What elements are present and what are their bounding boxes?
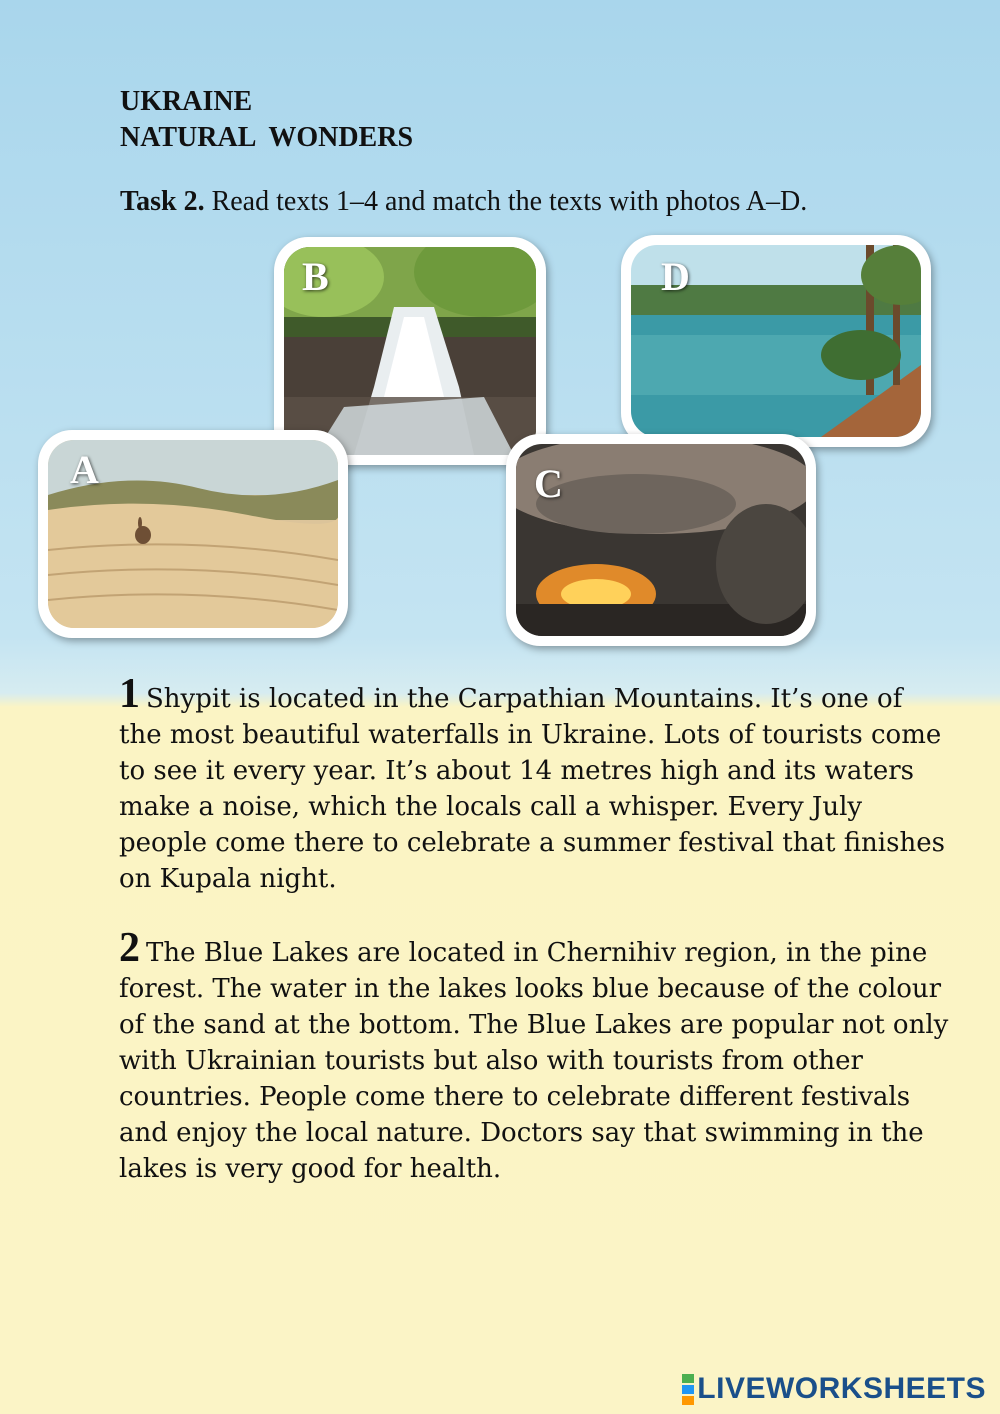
text-number-1: 1	[119, 671, 140, 717]
text-2	[119, 925, 949, 1187]
text-1	[119, 671, 949, 897]
task-text: Read texts 1–4 and match the texts with photos A–D.	[204, 186, 808, 217]
title-line-2: NATURAL WONDERS	[120, 122, 414, 153]
photo-label-b: B	[302, 254, 329, 299]
text-body-2: The Blue Lakes are located in Chernihiv region, in the pine forest. The water in the lakes looks blue because of the colour of the sand at the bottom. The Blue Lakes are popular not only with Ukrainian tourists but also with tourists from other countries. People come there to celebrate different festivals and enjoy the local nature. Doctors say that swimming in the lakes is very good for health.	[119, 938, 949, 1184]
title-line-1: UKRAINE	[120, 86, 253, 117]
photo-label-d: D	[661, 254, 690, 299]
task-label: Task 2.	[120, 186, 205, 217]
task-instruction	[120, 186, 807, 218]
worksheet-title	[120, 84, 413, 156]
text-body-1: Shypit is located in the Carpathian Mountains. It’s one of the most beautiful waterfalls in Ukraine. Lots of tourists come to see it every year. It’s about 14 metres high and its waters make a noise, which the locals call a whisper. Every July people come there to celebrate a summer festival that finishes on Kupala night.	[119, 684, 945, 894]
text-number-2: 2	[119, 925, 140, 971]
liveworksheets-icon	[682, 1373, 694, 1406]
brand-text: LIVEWORKSHEETS	[697, 1372, 986, 1405]
liveworksheets-logo	[682, 1372, 986, 1406]
photo-label-a: A	[70, 447, 99, 492]
photo-label-c: C	[534, 461, 563, 506]
photo-d-lake	[621, 235, 931, 447]
photo-c-cave	[506, 434, 816, 646]
photo-a-dunes	[38, 430, 348, 638]
